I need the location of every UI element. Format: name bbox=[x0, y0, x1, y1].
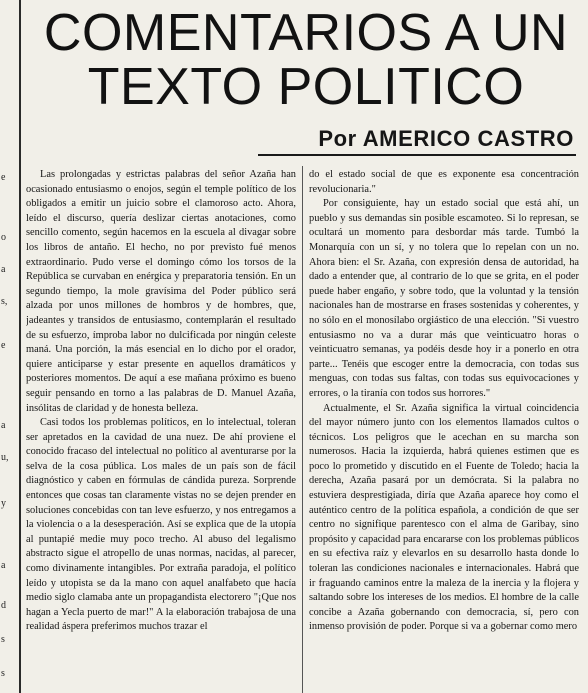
article-paragraph: Por consiguiente, hay un estado social que está ahí, un pueblo y sus demandas sin posible escamoteo. Si lo represan, se ocultará un momento para desbordar más tarde. Tumbó la Monarquía con un sí, y no tolera que lo repelan con un no. Ahora bien: el Sr. Azaña, con expresión densa de autoridad, ha dado a entender que, al contrario de lo que se grita, en el poder puede haber engaño, y sobre todo, que la voluntad y la tensión nacionales han de mostrarse en frases sostenidas y coherentes, y no sólo en el monosílabo orgiástico de una elección. "Si vuestro entusiasmo no va a durar más que veinticuatro horas o veinticuatro semanas, ya podéis desde hoy ir a ponerlo en otra parte... Tenéis que escoger entre la democracia, con todas sus menguas, con todas sus faltas, con todas sus equivocaciones y errores, o la tiranía con todos sus horrores." bbox=[309, 198, 579, 399]
margin-fragment: s bbox=[1, 668, 5, 679]
headline-line-2: TEXTO POLITICO bbox=[87, 58, 525, 116]
headline-line-1: COMENTARIOS A UN bbox=[43, 4, 569, 62]
article-column-right bbox=[309, 168, 579, 693]
margin-fragment: a bbox=[1, 560, 6, 571]
margin-fragment: o bbox=[1, 232, 6, 243]
margin-fragment: u, bbox=[1, 452, 9, 463]
margin-fragment: a bbox=[1, 420, 6, 431]
margin-fragment: e bbox=[1, 172, 6, 183]
adjacent-column-fragments bbox=[0, 0, 18, 693]
byline-underline bbox=[258, 154, 576, 156]
margin-fragment: d bbox=[1, 600, 6, 611]
margin-fragment: e bbox=[1, 340, 6, 351]
article-column-left bbox=[26, 168, 296, 693]
article-paragraph: Las prolongadas y estrictas palabras del señor Azaña han ocasionado entusiasmo o enojos, según el temple político de los obligados a emitir un juicio sobre el clamoroso acto. Ahora, leído el discurso, quería deslizar ciertas anotaciones, como sencillo comento, según hacemos en la escuela al divagar sobre los libros de antaño. El hecho, no por previsto fué menos extraordinario. Pudo verse el domingo cómo los torsos de la República se curvaban en enérgica y preparatoria tensión. En un segundo tiempo, la mole gravísima del Poder público será alzada por unos millones de hombros y de hombres, que, jadeantes y transidos de entusiasmo, contemplarán el resultado de su esfuerzo, ímproba labor no dulcificada por ningún celeste maná. Una porción, la más esencial en lo dicho por el orador, quiere anticiparse y estar presente en aquellos dramáticos y posteriores momentos. De aquí a ese mañana próximo es bueno seguir pensando en torno a las palabras de D. Manuel Azaña, insólitas de claridad y de honesta belleza. bbox=[26, 169, 296, 414]
article-paragraph: do el estado social de que es exponente esa concentración revolucionaria." bbox=[309, 169, 579, 195]
margin-fragment: a bbox=[1, 264, 6, 275]
article-paragraph: Actualmente, el Sr. Azaña significa la virtual coincidencia del mayor número junto con los elementos llamados cultos o técnicos. Los peligros que le acechan en su marcha son numerosos. Hacia la izquierda, habrá quienes estimen que es poco lo prometido y discutido en el Fuente de Toledo; hacia la derecha, Azaña pasará por un demócrata. Si la palabra no estuviera desprestigiada, diría que Azaña aparece hoy como el auténtico centro de la política española, a condición de que ser centro no signifique parentesco con el alma de Garibay, sino propósito y capacidad para encararse con los problemas públicos en su efectiva raíz y elevarlos en su desarrollo hasta donde lo toleran las condiciones nacionales e internacionales. Habrá que ir fraguando caminos entre la maleza de la inercia y la flojera y saltando sobre los intereses de los medios. El hombre de la calle concibe a Azaña gobernando con democracia, sí, pero con inmenso provisión de poder. Porque si va a gobernar como mero bbox=[309, 402, 579, 633]
margin-fragment: s, bbox=[1, 296, 8, 307]
byline: Por AMERICO CASTRO bbox=[318, 126, 574, 151]
column-divider bbox=[302, 166, 303, 693]
margin-fragment: s bbox=[1, 634, 5, 645]
article-paragraph: Casi todos los problemas políticos, en lo intelectual, toleran ser apretados en la cavidad de una nuez. De ahí proviene el conocido fracaso del intelectual no político al aventurarse por la selva de la cosa pública. Los males de un país son de fácil diagnóstico y caben en fórmulas de cándida pureza. Sorprende entonces que cosas tan claramente vistas no se dejen prender en soluciones concebidas con tan leve esfuerzo, y nos entregamos a la violencia o a la desesperación. Así se explica que de la utopía al puntapié medie muy poco trecho. Al abuso del legalismo abstracto sigue el atropello de unas normas, nacidas, al parecer, como divinamente intangibles. Por extraña paradoja, el político leído y utopista se da la mano con aquel analfabeto que hacía medio siglo clamaba ante un propagandista electorero "¡Que nos hagan a Yecla puerto de mar!" A la elaboración trabajosa de una realidad áspera preferimos muchos trazar el bbox=[26, 417, 296, 633]
column-rule bbox=[19, 0, 21, 693]
margin-fragment: y bbox=[1, 498, 6, 509]
